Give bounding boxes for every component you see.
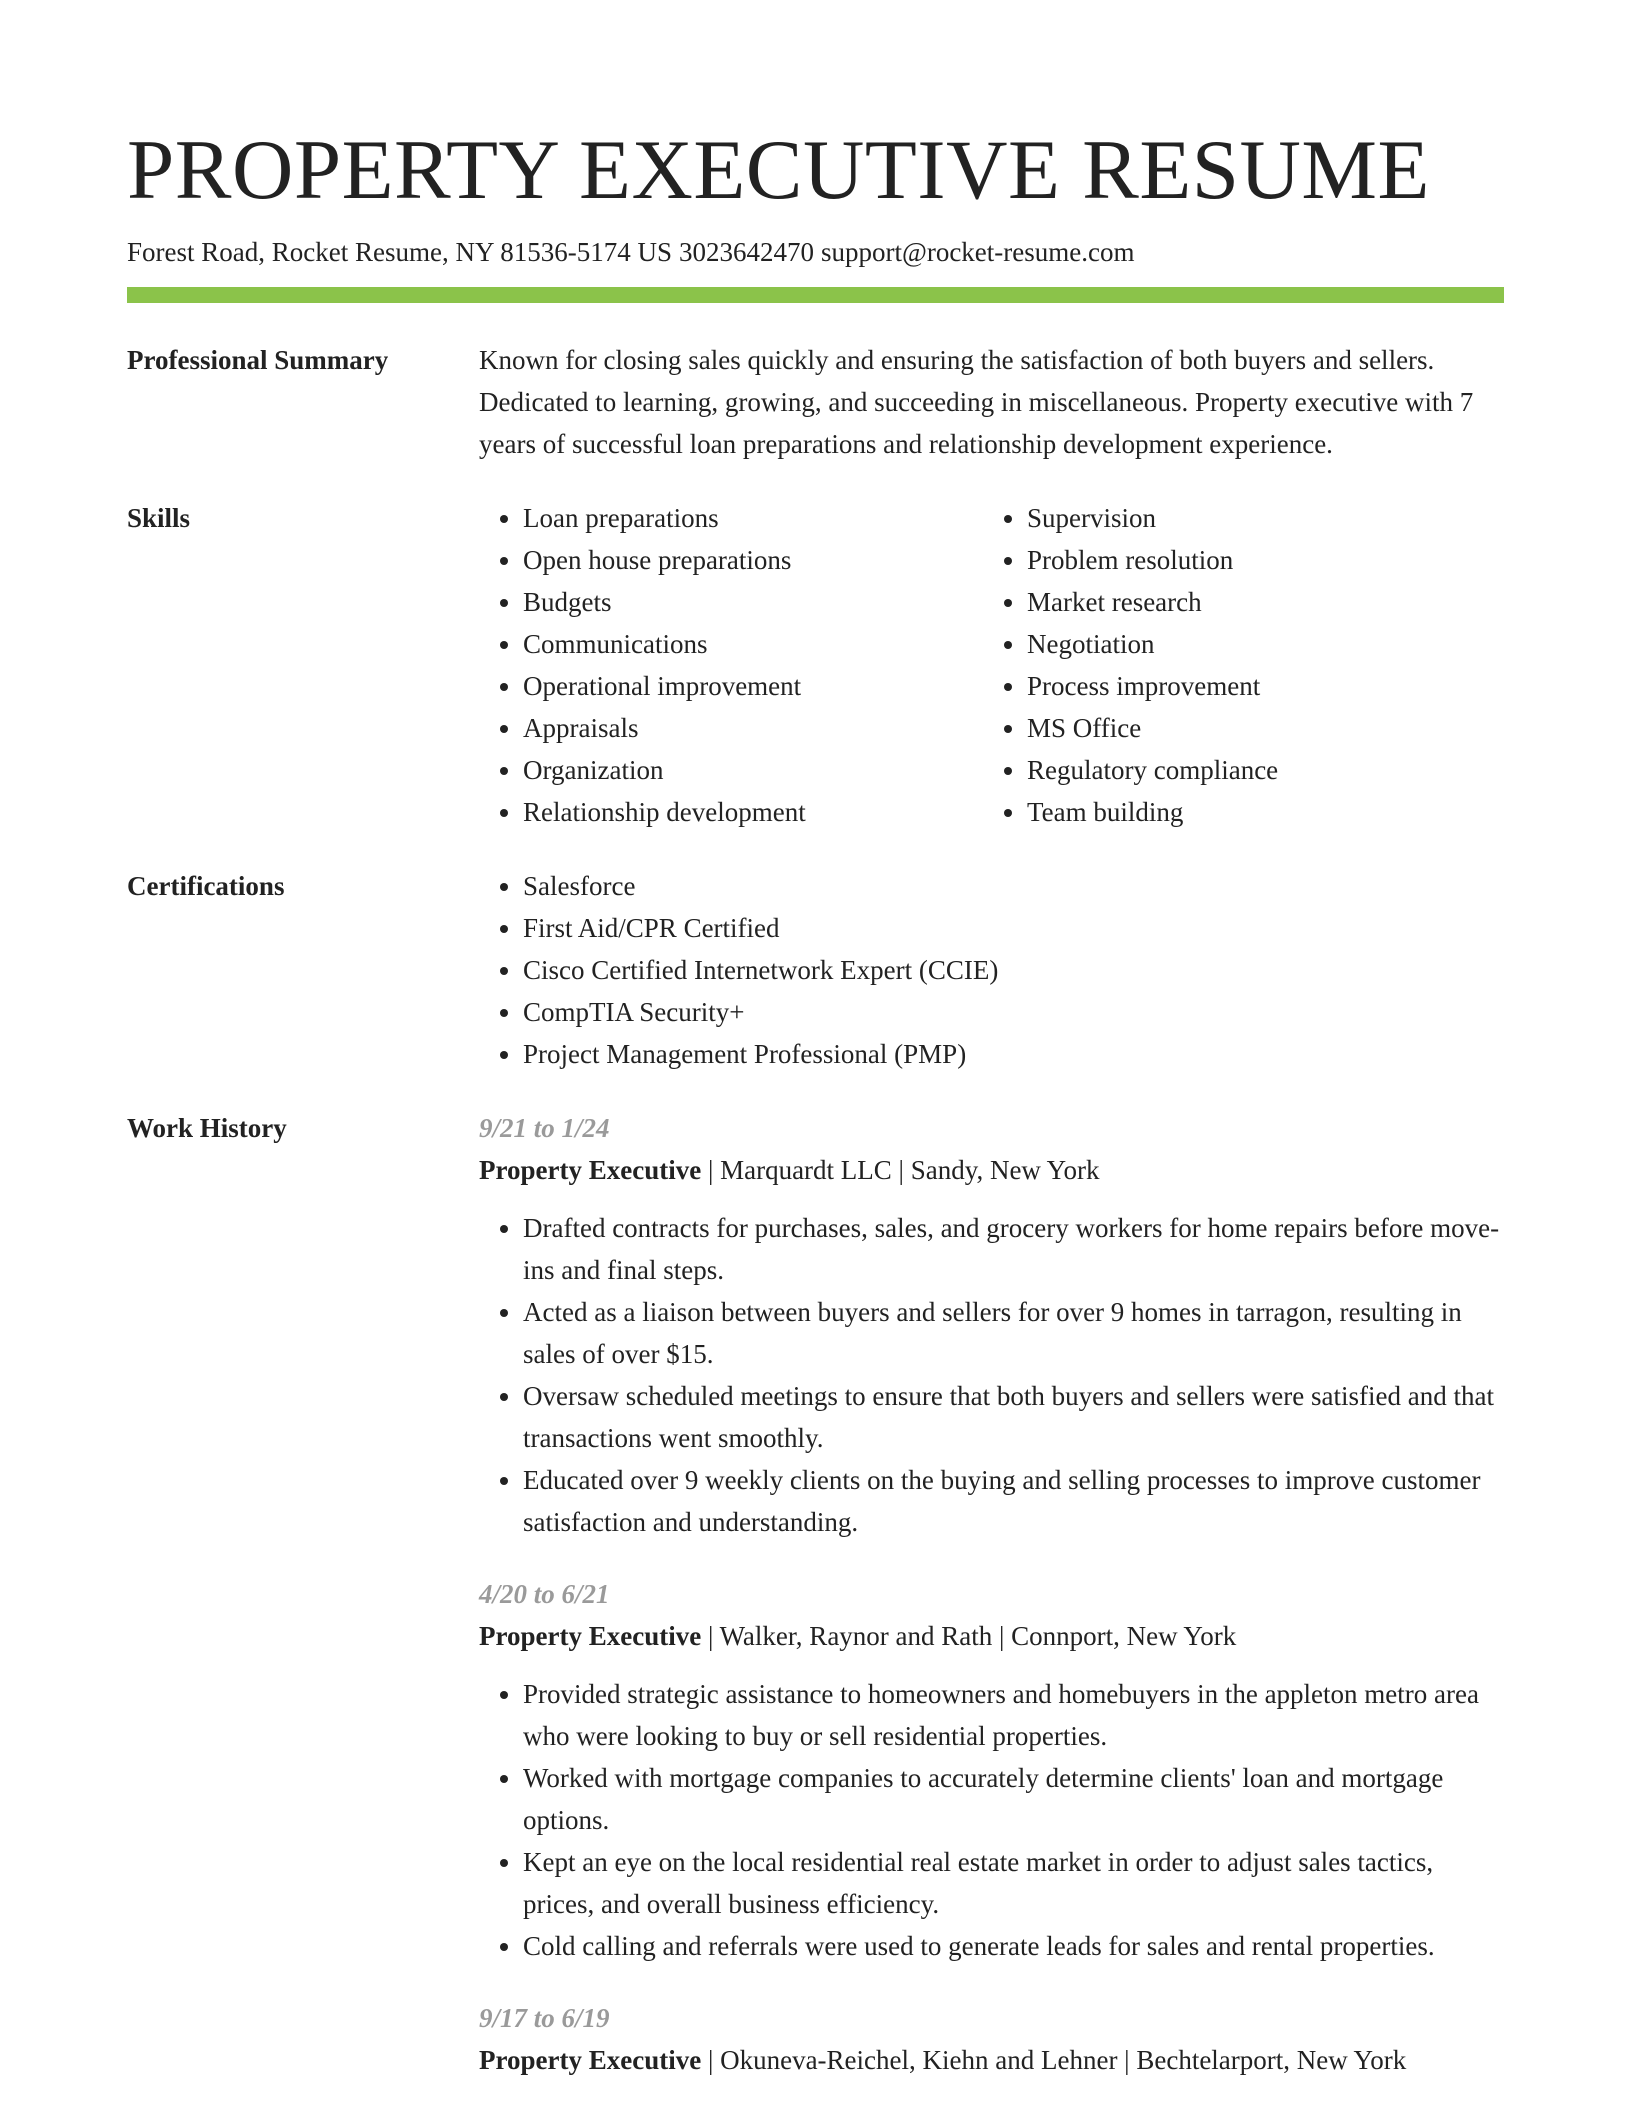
skill-item: • MS Office bbox=[1027, 707, 1487, 749]
section-label-work-history: Work History bbox=[127, 1113, 287, 1143]
job-bullet: • Cold calling and referrals were used to generate leads for sales and rental properties. bbox=[523, 1925, 1504, 1967]
job-bullets bbox=[479, 1673, 1504, 1967]
job-details: | Marquardt LLC | Sandy, New York bbox=[707, 1155, 1100, 1185]
summary-section bbox=[127, 339, 1504, 465]
skill-item: • Supervision bbox=[1027, 497, 1487, 539]
resume-title: PROPERTY EXECUTIVE RESUME bbox=[127, 123, 1430, 217]
job-entry bbox=[479, 1997, 1504, 2081]
certification-item: • First Aid/CPR Certified bbox=[523, 907, 1504, 949]
skill-item: • Organization bbox=[523, 749, 983, 791]
job-title: Property Executive bbox=[479, 1621, 702, 1651]
job-bullet: • Oversaw scheduled meetings to ensure that both buyers and sellers were satisfied and that transactions went smoothly. bbox=[523, 1375, 1504, 1459]
work-history-body bbox=[479, 1107, 1504, 2081]
skill-item: • Open house preparations bbox=[523, 539, 983, 581]
job-title: Property Executive bbox=[479, 2045, 702, 2075]
contact-email: support@rocket-resume.com bbox=[820, 237, 1135, 267]
job-title-line bbox=[479, 2039, 1504, 2081]
job-dates: 4/20 to 6/21 bbox=[479, 1579, 610, 1609]
skills-column-left bbox=[479, 497, 983, 833]
certifications-section bbox=[127, 865, 1504, 1075]
certification-item: • Cisco Certified Internetwork Expert (CCIE) bbox=[523, 949, 1504, 991]
skill-item: • Problem resolution bbox=[1027, 539, 1487, 581]
contact-line bbox=[127, 232, 1504, 272]
skills-list-left bbox=[479, 497, 983, 833]
job-title: Property Executive bbox=[479, 1155, 702, 1185]
job-bullets bbox=[479, 1207, 1504, 1543]
certification-item: • Salesforce bbox=[523, 865, 1504, 907]
work-history-section bbox=[127, 1107, 1504, 2081]
job-bullet: • Kept an eye on the local residential real estate market in order to adjust sales tactics, prices, and overall business efficiency. bbox=[523, 1841, 1504, 1925]
job-details: | Walker, Raynor and Rath | Connport, New York bbox=[707, 1621, 1237, 1651]
job-entry bbox=[479, 1107, 1504, 1543]
skill-item: • Market research bbox=[1027, 581, 1487, 623]
summary-body bbox=[479, 339, 1504, 465]
skill-item: • Budgets bbox=[523, 581, 983, 623]
skill-item: • Loan preparations bbox=[523, 497, 983, 539]
skill-item: • Operational improvement bbox=[523, 665, 983, 707]
certifications-list bbox=[479, 865, 1504, 1075]
certification-item: • CompTIA Security+ bbox=[523, 991, 1504, 1033]
job-bullet: • Provided strategic assistance to homeowners and homebuyers in the appleton metro area who were looking to buy or sell residential properties. bbox=[523, 1673, 1504, 1757]
section-label-certifications: Certifications bbox=[127, 871, 285, 901]
job-title-line bbox=[479, 1615, 1504, 1657]
summary-text: Known for closing sales quickly and ensuring the satisfaction of both buyers and sellers. Dedicated to learning, growing, and succeeding in miscellaneous. Property executive with 7 years of successful loan preparations and relationship development experience. bbox=[479, 345, 1474, 459]
contact-phone: 3023642470 bbox=[678, 237, 814, 267]
certification-item: • Project Management Professional (PMP) bbox=[523, 1033, 1504, 1075]
skills-column-right bbox=[983, 497, 1487, 833]
job-title-line bbox=[479, 1149, 1504, 1191]
resume-page bbox=[127, 118, 1504, 2081]
contact-address: Forest Road, Rocket Resume, NY 81536-5174 US bbox=[127, 237, 672, 267]
section-label-summary: Professional Summary bbox=[127, 345, 389, 375]
job-bullet: • Drafted contracts for purchases, sales, and grocery workers for home repairs before move-ins and final steps. bbox=[523, 1207, 1504, 1291]
skill-item: • Negotiation bbox=[1027, 623, 1487, 665]
skill-item: • Communications bbox=[523, 623, 983, 665]
skill-item: • Process improvement bbox=[1027, 665, 1487, 707]
skill-item: • Appraisals bbox=[523, 707, 983, 749]
skills-section bbox=[127, 497, 1504, 833]
skill-item: • Relationship development bbox=[523, 791, 983, 833]
header-divider bbox=[127, 287, 1504, 303]
job-dates: 9/21 to 1/24 bbox=[479, 1113, 610, 1143]
job-dates: 9/17 to 6/19 bbox=[479, 2003, 610, 2033]
skill-item: • Regulatory compliance bbox=[1027, 749, 1487, 791]
job-entry bbox=[479, 1573, 1504, 1967]
certifications-body bbox=[479, 865, 1504, 1075]
job-details: | Okuneva-Reichel, Kiehn and Lehner | Bechtelarport, New York bbox=[707, 2045, 1407, 2075]
skills-columns bbox=[479, 497, 1504, 833]
skills-list-right bbox=[983, 497, 1487, 833]
job-bullet: • Worked with mortgage companies to accurately determine clients' loan and mortgage options. bbox=[523, 1757, 1504, 1841]
job-bullet: • Acted as a liaison between buyers and sellers for over 9 homes in tarragon, resulting in sales of over $15. bbox=[523, 1291, 1504, 1375]
section-label-skills: Skills bbox=[127, 503, 191, 533]
skill-item: • Team building bbox=[1027, 791, 1487, 833]
job-bullet: • Educated over 9 weekly clients on the buying and selling processes to improve customer satisfaction and understanding. bbox=[523, 1459, 1504, 1543]
